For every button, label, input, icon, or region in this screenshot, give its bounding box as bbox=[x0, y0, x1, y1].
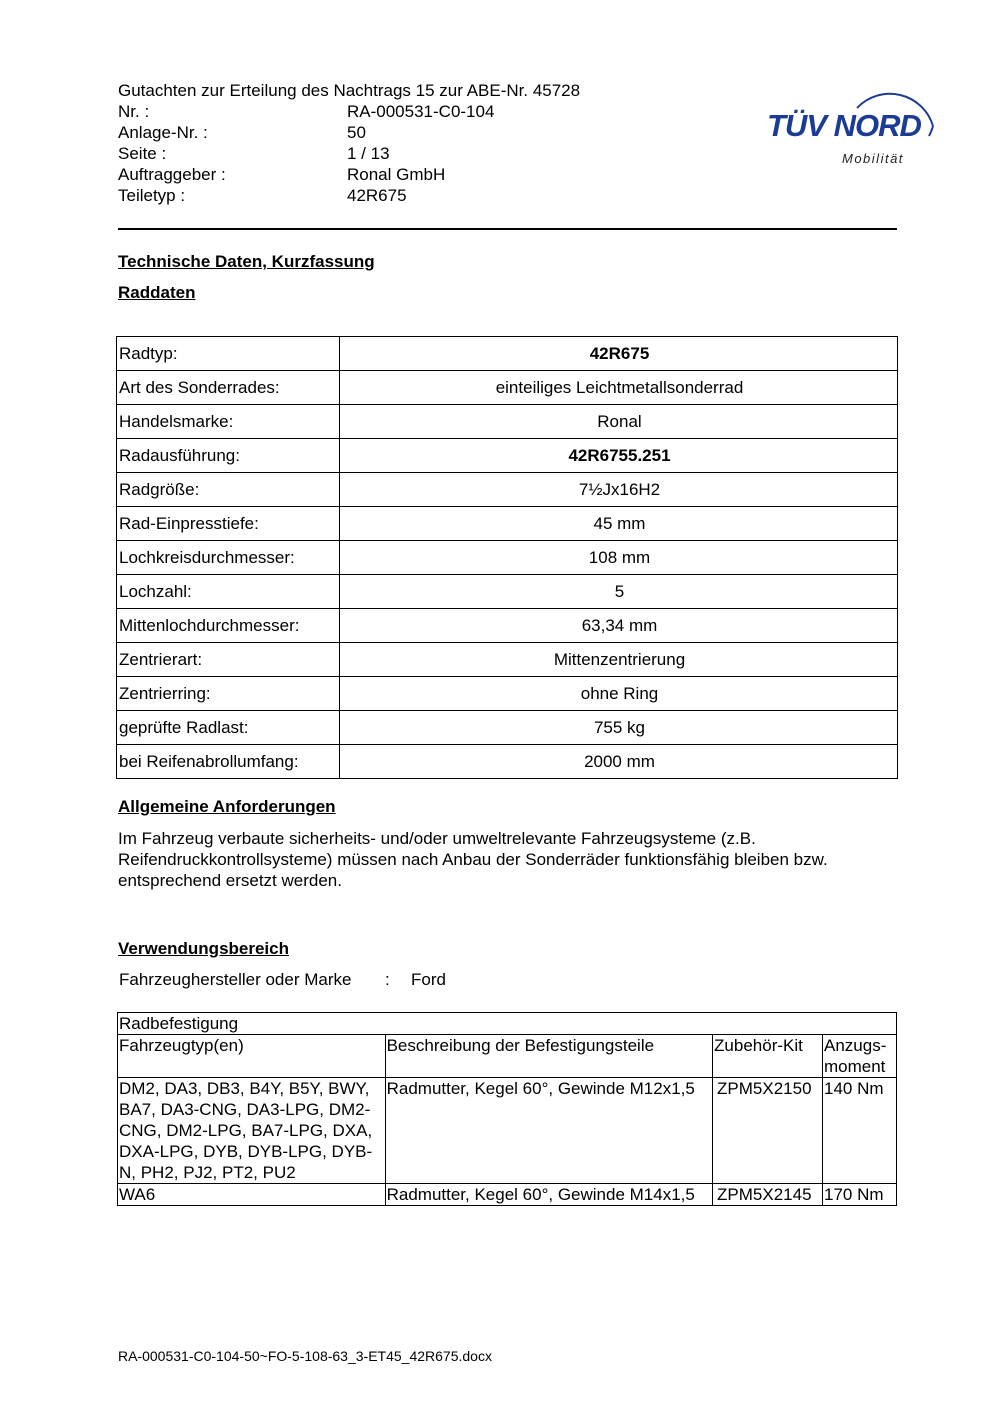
row-label: Handelsmarke: bbox=[117, 405, 340, 439]
logo-brand: TÜV NORD bbox=[767, 108, 921, 143]
header-value: RA-000531-C0-104 bbox=[347, 102, 495, 121]
maker-separator: : bbox=[385, 970, 390, 989]
table-row bbox=[117, 609, 898, 643]
row-value: 42R6755.251 bbox=[340, 439, 898, 473]
maker-value: Ford bbox=[411, 970, 446, 989]
row-value: 42R675 bbox=[340, 337, 898, 371]
accessory-kit: ZPM5X2150 bbox=[713, 1078, 823, 1184]
row-label: Radausführung: bbox=[117, 439, 340, 473]
row-label: Zentrierart: bbox=[117, 643, 340, 677]
column-header: Anzugs-moment bbox=[823, 1035, 897, 1078]
table-row bbox=[117, 745, 898, 779]
header-label: Nr. : bbox=[118, 102, 150, 121]
row-label: geprüfte Radlast: bbox=[117, 711, 340, 745]
header-label: Teiletyp : bbox=[118, 186, 186, 205]
column-header: Fahrzeugtyp(en) bbox=[118, 1035, 386, 1078]
table-row bbox=[117, 371, 898, 405]
header-value: 42R675 bbox=[347, 186, 407, 205]
table-row bbox=[117, 405, 898, 439]
table-row bbox=[117, 575, 898, 609]
header-divider bbox=[118, 228, 897, 230]
maker-label: Fahrzeughersteller oder Marke bbox=[119, 970, 352, 989]
row-value: ohne Ring bbox=[340, 677, 898, 711]
vehicle-types: WA6 bbox=[118, 1184, 386, 1206]
fixing-title: Radbefestigung bbox=[118, 1013, 897, 1035]
row-value: 63,34 mm bbox=[340, 609, 898, 643]
row-label: bei Reifenabrollumfang: bbox=[117, 745, 340, 779]
vehicle-types: DM2, DA3, DB3, B4Y, B5Y, BWY, BA7, DA3-CNG, DA3-LPG, DM2-CNG, DM2-LPG, BA7-LPG, DXA, DXA-LPG, DYB, DYB-LPG, DYB-N, PH2, PJ2, PT2, PU2 bbox=[118, 1078, 386, 1184]
fixing-description: Radmutter, Kegel 60°, Gewinde M12x1,5 bbox=[385, 1078, 712, 1184]
section-heading-raddaten: Raddaten bbox=[118, 283, 196, 302]
header-row-auftraggeber bbox=[118, 164, 580, 185]
row-label: Radtyp: bbox=[117, 337, 340, 371]
fixing-description: Radmutter, Kegel 60°, Gewinde M14x1,5 bbox=[385, 1184, 712, 1206]
section-heading-tech: Technische Daten, Kurzfassung bbox=[118, 252, 375, 271]
footer-filename: RA-000531-C0-104-50~FO-5-108-63_3-ET45_42R675.docx bbox=[118, 1348, 492, 1364]
table-row bbox=[117, 507, 898, 541]
section-heading-verwendung: Verwendungsbereich bbox=[118, 939, 289, 958]
allgemein-paragraph: Im Fahrzeug verbaute sicherheits- und/oder umweltrelevante Fahrzeugsysteme (z.B. Reifendruckkontrollsysteme) müssen nach Anbau der Sonderräder funktionsfähig bleiben bzw. entsprechend ersetzt werden. bbox=[118, 829, 828, 890]
logo-subtitle: Mobilität bbox=[842, 151, 904, 166]
table-row bbox=[117, 677, 898, 711]
table-row bbox=[118, 1184, 897, 1206]
header-row-nr bbox=[118, 101, 580, 122]
row-label: Lochzahl: bbox=[117, 575, 340, 609]
row-label: Rad-Einpresstiefe: bbox=[117, 507, 340, 541]
header-row-teiletyp bbox=[118, 185, 580, 206]
report-title: Gutachten zur Erteilung des Nachtrags 15 zur ABE-Nr. 45728 bbox=[118, 81, 581, 100]
header-value: 50 bbox=[347, 123, 366, 142]
row-value: 108 mm bbox=[340, 541, 898, 575]
row-value: 7½Jx16H2 bbox=[340, 473, 898, 507]
table-header-row bbox=[118, 1035, 897, 1078]
row-value: 5 bbox=[340, 575, 898, 609]
row-label: Art des Sonderrades: bbox=[117, 371, 340, 405]
table-row bbox=[117, 541, 898, 575]
row-value: 755 kg bbox=[340, 711, 898, 745]
table-row bbox=[117, 473, 898, 507]
column-header: Zubehör-Kit bbox=[713, 1035, 823, 1078]
table-row bbox=[117, 439, 898, 473]
header-label: Seite : bbox=[118, 144, 167, 163]
table-row bbox=[118, 1078, 897, 1184]
row-label: Zentrierring: bbox=[117, 677, 340, 711]
row-value: Ronal bbox=[340, 405, 898, 439]
row-value: 45 mm bbox=[340, 507, 898, 541]
table-row bbox=[117, 711, 898, 745]
accessory-kit: ZPM5X2145 bbox=[713, 1184, 823, 1206]
header-row-anlage bbox=[118, 122, 580, 143]
row-label: Lochkreisdurchmesser: bbox=[117, 541, 340, 575]
header-label: Anlage-Nr. : bbox=[118, 123, 208, 142]
header-value: 1 / 13 bbox=[347, 144, 390, 163]
header-label: Auftraggeber : bbox=[118, 165, 226, 184]
row-value: 2000 mm bbox=[340, 745, 898, 779]
vehicle-maker-line bbox=[119, 970, 446, 990]
column-header: Beschreibung der Befestigungsteile bbox=[385, 1035, 712, 1078]
header-row-seite bbox=[118, 143, 580, 164]
fixing-table bbox=[117, 1012, 897, 1206]
table-row bbox=[117, 643, 898, 677]
torque: 140 Nm bbox=[823, 1078, 897, 1184]
table-title-row bbox=[118, 1013, 897, 1035]
report-header bbox=[118, 80, 580, 206]
row-label: Radgröße: bbox=[117, 473, 340, 507]
wheel-data-table bbox=[116, 336, 898, 779]
tuv-nord-logo bbox=[765, 58, 945, 173]
header-value: Ronal GmbH bbox=[347, 165, 446, 184]
table-row bbox=[117, 337, 898, 371]
torque: 170 Nm bbox=[823, 1184, 897, 1206]
section-heading-allgemein: Allgemeine Anforderungen bbox=[118, 797, 336, 816]
row-value: einteiliges Leichtmetallsonderrad bbox=[340, 371, 898, 405]
row-label: Mittenlochdurchmesser: bbox=[117, 609, 340, 643]
row-value: Mittenzentrierung bbox=[340, 643, 898, 677]
